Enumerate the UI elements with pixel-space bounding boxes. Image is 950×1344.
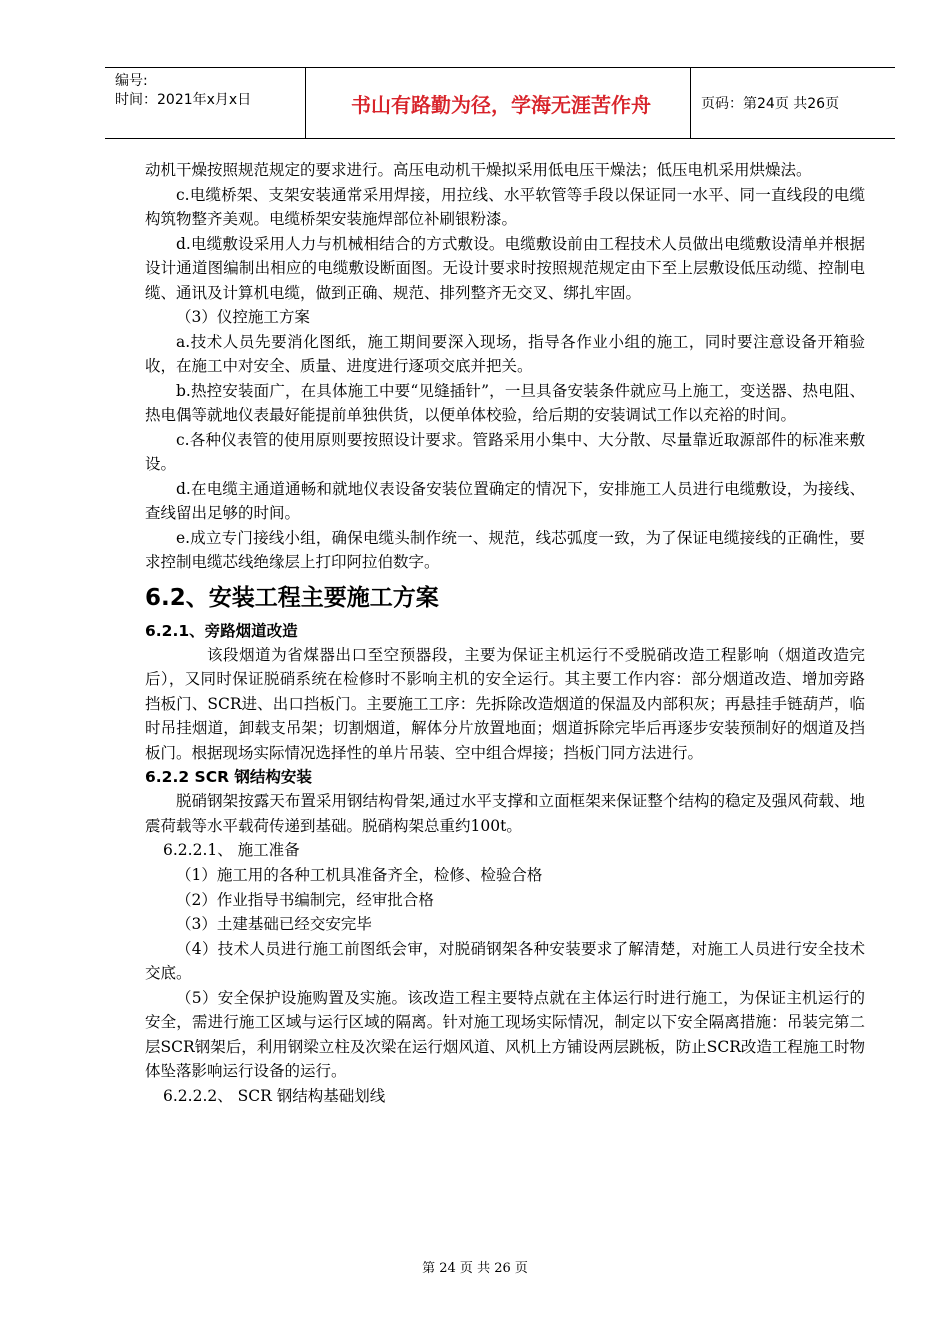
section-heading: 6.2、安装工程主要施工方案 xyxy=(145,584,439,611)
header-page-info: 页码：第24页 共26页 xyxy=(701,96,840,112)
paragraph: e.成立专门接线小组，确保电缆头制作统一、规范，线芯弧度一致，为了保证电缆接线的正确性，要求控制电缆芯线绝缘层上打印阿拉伯数字。 xyxy=(145,528,865,571)
paragraph: 该段烟道为省煤器出口至空预器段，主要为保证主机运行不受脱硝改造工程影响（烟道改造完后），又同时保证脱硝系统在检修时不影响主机的安全运行。其主要工作内容：部分烟道改造、增加旁路挡板门、SCR进、出口挡板门。主要施工工序：先拆除改造烟道的保温及内部积灰；再悬挂手链葫芦，临时吊挂烟道，卸载支吊架；切割烟道，解体分片放置地面；烟道拆除完毕后再逐步安装预制好的烟道及挡板门。根据现场实际情况选择性的单片吊装、空中组合焊接；挡板门同方法进行。 xyxy=(145,645,865,762)
list-item: （5）安全保护设施购置及实施。该改造工程主要特点就在主体运行时进行施工，为保证主机运行的安全，需进行施工区域与运行区域的隔离。针对施工现场实际情况，制定以下安全隔离措施：吊装完第二层SCR钢架后，利用钢梁立柱及次梁在运行烟风道、风机上方铺设两层跳板，防止SCR改造工程施工时物体坠落影响运行设备的运行。 xyxy=(145,988,865,1080)
header-divider xyxy=(690,68,691,138)
sub-subsection-heading: 6.2.2.1、 施工准备 xyxy=(163,841,300,859)
paragraph: 动机干燥按照规范规定的要求进行。高压电动机干燥拟采用低电压干燥法；低压电机采用烘燥法。 xyxy=(145,161,812,179)
list-item: （3）土建基础已经交安完毕 xyxy=(176,915,372,933)
list-item: （1）施工用的各种工机具准备齐全，检修、检验合格 xyxy=(176,866,543,884)
paragraph: d.电缆敷设采用人力与机械相结合的方式敷设。电缆敷设前由工程技术人员做出电缆敷设清单并根据设计通道图编制出相应的电缆敷设断面图。无设计要求时按照规范规定由下至上层敷设低压动缆、控制电缆、通讯及计算机电缆，做到正确、规范、排列整齐无交叉、绑扎牢固。 xyxy=(145,234,865,302)
subsection-heading: 6.2.2 SCR 钢结构安装 xyxy=(145,768,312,786)
subsection-heading: 6.2.1、旁路烟道改造 xyxy=(145,621,298,640)
doc-number-label: 编号: xyxy=(115,73,148,89)
document-body xyxy=(145,158,865,1109)
doc-date: 时间：2021年x月x日 xyxy=(115,92,252,108)
list-item: （4）技术人员进行施工前图纸会审，对脱硝钢架各种安装要求了解清楚，对施工人员进行安全技术交底。 xyxy=(145,939,865,982)
paragraph: c.电缆桥架、支架安装通常采用焊接，用拉线、水平软管等手段以保证同一水平、同一直线段的电缆构筑物整齐美观。电缆桥架安装施焊部位补刷银粉漆。 xyxy=(145,185,865,228)
header-meta xyxy=(115,72,251,110)
paragraph: a.技术人员先要消化图纸，施工期间要深入现场，指导各作业小组的施工，同时要注意设备开箱验收，在施工中对安全、质量、进度进行逐项交底并把关。 xyxy=(145,332,865,375)
list-item: （2）作业指导书编制完，经审批合格 xyxy=(176,890,434,909)
header-divider xyxy=(305,68,306,138)
header-motto: 书山有路勤为径，学海无涯苦作舟 xyxy=(351,92,651,117)
sub-subsection-heading: 6.2.2.2、 SCR 钢结构基础划线 xyxy=(163,1086,386,1105)
paragraph: （3）仪控施工方案 xyxy=(176,308,310,326)
paragraph: b.热控安装面广，在具体施工中要“见缝插针”，一旦具备安装条件就应马上施工，变送器、热电阻、热电偶等就地仪表最好能提前单独供货，以便单体校验，给后期的安装调试工作以充裕的时间。 xyxy=(145,381,865,424)
page-footer: 第 24 页 共 26 页 xyxy=(422,1261,528,1276)
paragraph: 脱硝钢架按露天布置采用钢结构骨架,通过水平支撑和立面框架来保证整个结构的稳定及强风荷载、地震荷载等水平载荷传递到基础。脱硝构架总重约100t。 xyxy=(145,792,865,835)
paragraph: c.各种仪表管的使用原则要按照设计要求。管路采用小集中、大分散、尽量靠近取源部件的标准来敷设。 xyxy=(145,430,865,473)
page-header xyxy=(105,67,895,139)
paragraph: d.在电缆主通道通畅和就地仪表设备安装位置确定的情况下，安排施工人员进行电缆敷设，为接线、查线留出足够的时间。 xyxy=(145,479,865,522)
